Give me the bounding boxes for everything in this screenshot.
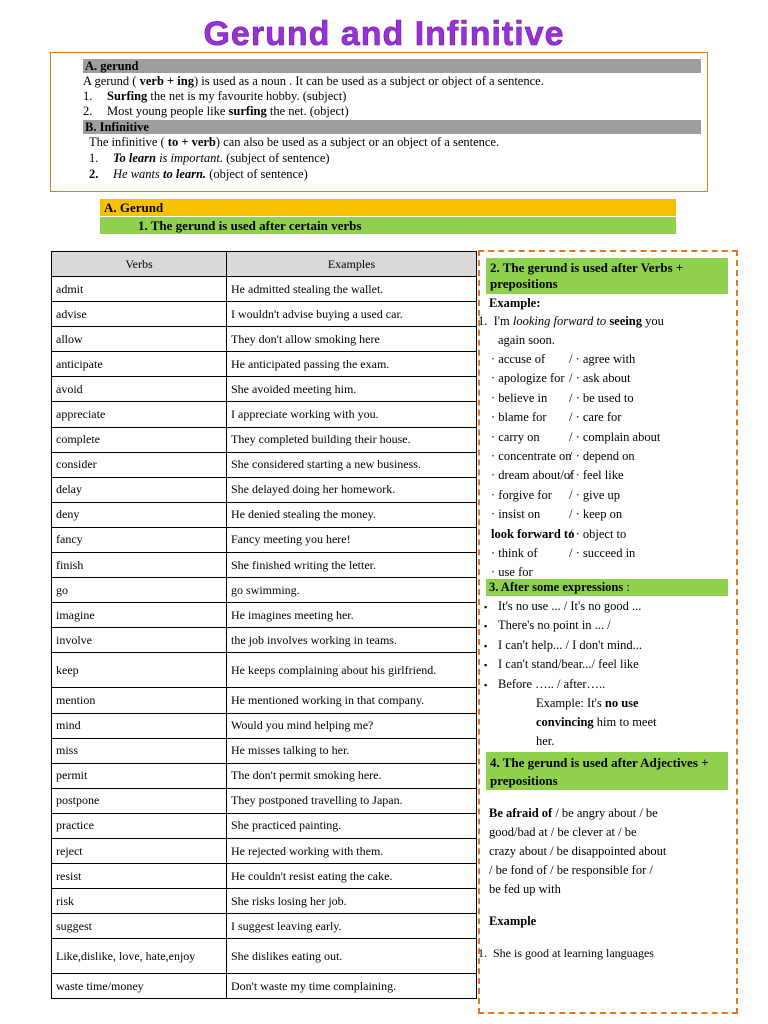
side-example-3-end: her. xyxy=(536,734,555,748)
verb-cell: mention xyxy=(52,688,227,713)
verb-cell: avoid xyxy=(52,377,227,402)
verb-cell: imagine xyxy=(52,603,227,628)
verb-cell: mind xyxy=(52,713,227,738)
table-row xyxy=(52,688,477,713)
table-row xyxy=(52,277,477,302)
verbs-table xyxy=(51,251,477,999)
side-example-4: 1. She is good at learning languages xyxy=(478,946,654,960)
example-cell: I suggest leaving early. xyxy=(227,914,477,939)
example-cell: She dislikes eating out. xyxy=(227,939,477,974)
verb-cell: Like,dislike, love, hate,enjoy xyxy=(52,939,227,974)
verb-cell: fancy xyxy=(52,527,227,552)
section-4-heading: 4. The gerund is used after Adjectives + prepositions xyxy=(486,752,728,790)
table-row xyxy=(52,653,477,688)
example-cell: She finished writing the letter. xyxy=(227,553,477,578)
table-row xyxy=(52,327,477,352)
table-row xyxy=(52,477,477,502)
gerund-example-1: 1. Surfing the net is my favourite hobby. (subject) xyxy=(83,89,347,103)
verb-cell: permit xyxy=(52,763,227,788)
example-cell: He keeps complaining about his girlfriend. xyxy=(227,653,477,688)
section-3-heading: 3. After some expressions : xyxy=(486,579,728,596)
verb-cell: anticipate xyxy=(52,352,227,377)
verb-preposition-item: look forward to/ · object to xyxy=(491,526,627,541)
verb-preposition-item: · concentrate on/ · depend on xyxy=(491,449,635,463)
example-label: Example: xyxy=(489,296,541,310)
section-a1-heading: 1. The gerund is used after certain verbs xyxy=(100,217,676,234)
verb-cell: resist xyxy=(52,864,227,889)
example-cell: He admitted stealing the wallet. xyxy=(227,277,477,302)
verb-cell: suggest xyxy=(52,914,227,939)
table-row xyxy=(52,788,477,813)
table-row xyxy=(52,427,477,452)
verb-preposition-item: · forgive for / · give up xyxy=(491,487,621,502)
example-cell: He denied stealing the money. xyxy=(227,502,477,527)
verb-cell: allow xyxy=(52,327,227,352)
verb-cell: risk xyxy=(52,889,227,914)
header-verbs: Verbs xyxy=(52,252,227,277)
verb-cell: reject xyxy=(52,838,227,863)
verb-preposition-item: · dream about/of/ · feel like xyxy=(491,468,624,483)
table-row xyxy=(52,914,477,939)
table-row xyxy=(52,452,477,477)
example-cell: They don't allow smoking here xyxy=(227,327,477,352)
side-example-1: 1. I'm looking forward to seeing you xyxy=(478,314,664,328)
verb-cell: consider xyxy=(52,452,227,477)
table-row xyxy=(52,527,477,552)
adj-prep-line-5: be fed up with xyxy=(489,882,561,896)
table-row xyxy=(52,838,477,863)
gerund-rules-panel xyxy=(478,250,738,1014)
gerund-heading: A. gerund xyxy=(83,59,701,73)
infinitive-example-2: 2. He wants to learn. (object of sentence) xyxy=(89,167,308,181)
verb-cell: admit xyxy=(52,277,227,302)
example-4-label: Example xyxy=(489,914,537,928)
example-cell: the job involves working in teams. xyxy=(227,628,477,653)
example-cell: I appreciate working with you. xyxy=(227,402,477,427)
example-cell: They postponed travelling to Japan. xyxy=(227,788,477,813)
verb-preposition-item: · insist on / · keep on xyxy=(491,507,623,522)
table-row xyxy=(52,974,477,999)
verb-preposition-item: · believe in / · be used to xyxy=(491,390,634,405)
example-cell: They completed building their house. xyxy=(227,427,477,452)
example-cell: She considered starting a new business. xyxy=(227,452,477,477)
verb-preposition-item: · apologize for / · ask about xyxy=(491,371,631,386)
verb-cell: deny xyxy=(52,502,227,527)
table-row xyxy=(52,889,477,914)
expression-item: ▪ I can't help... / I don't mind... xyxy=(484,636,642,655)
table-row xyxy=(52,603,477,628)
expression-item: ▪ Before ….. / after….. xyxy=(484,675,605,694)
example-cell: She practiced painting. xyxy=(227,813,477,838)
verb-preposition-item: · use for xyxy=(491,565,533,580)
adj-prep-line-1: Be afraid of / be angry about / be xyxy=(489,806,658,820)
verb-preposition-item: · carry on / · complain about xyxy=(491,429,661,444)
example-cell: She risks losing her job. xyxy=(227,889,477,914)
verb-cell: go xyxy=(52,578,227,603)
table-row xyxy=(52,738,477,763)
example-cell: Would you mind helping me? xyxy=(227,713,477,738)
verb-preposition-item: · blame for / · care for xyxy=(491,410,622,425)
adj-prep-line-3: crazy about / be disappointed about xyxy=(489,844,667,858)
example-cell: He mentioned working in that company. xyxy=(227,688,477,713)
header-examples: Examples xyxy=(227,252,477,277)
example-cell: He couldn't resist eating the cake. xyxy=(227,864,477,889)
side-example-3-cont: convincing him to meet xyxy=(536,715,657,729)
table-row xyxy=(52,864,477,889)
section-2-heading: 2. The gerund is used after Verbs + prepositions xyxy=(486,258,728,294)
example-cell: I wouldn't advise buying a used car. xyxy=(227,302,477,327)
table-row xyxy=(52,377,477,402)
table-row xyxy=(52,813,477,838)
example-cell: He misses talking to her. xyxy=(227,738,477,763)
example-cell: Fancy meeting you here! xyxy=(227,527,477,552)
page-title: Gerund and Infinitive xyxy=(203,15,565,53)
expression-item: ▪ I can't stand/bear.../ feel like xyxy=(484,655,639,674)
expression-item: ▪ There's no point in ... / xyxy=(484,616,611,635)
table-header-row xyxy=(52,252,477,277)
table-row xyxy=(52,713,477,738)
example-cell: He imagines meeting her. xyxy=(227,603,477,628)
example-cell: The don't permit smoking here. xyxy=(227,763,477,788)
section-a-heading: A. Gerund xyxy=(100,199,676,216)
verb-cell: delay xyxy=(52,477,227,502)
table-row xyxy=(52,402,477,427)
intro-box xyxy=(50,52,708,192)
table-row xyxy=(52,302,477,327)
infinitive-heading: B. Infinitive xyxy=(83,120,701,134)
adj-prep-line-4: / be fond of / be responsible for / xyxy=(489,863,653,877)
verb-preposition-item: · accuse of / · agree with xyxy=(491,352,636,366)
verb-cell: advise xyxy=(52,302,227,327)
verb-cell: keep xyxy=(52,653,227,688)
verb-cell: involve xyxy=(52,628,227,653)
infinitive-definition: The infinitive ( to + verb) can also be used as a subject or an object of a sentence. xyxy=(89,135,500,149)
adj-prep-line-2: good/bad at / be clever at / be xyxy=(489,825,637,839)
table-row xyxy=(52,553,477,578)
gerund-example-2: 2. Most young people like surfing the net. (object) xyxy=(83,104,349,118)
table-row xyxy=(52,628,477,653)
table-row xyxy=(52,502,477,527)
verb-cell: complete xyxy=(52,427,227,452)
example-cell: He rejected working with them. xyxy=(227,838,477,863)
table-row xyxy=(52,578,477,603)
verb-cell: practice xyxy=(52,813,227,838)
example-cell: He anticipated passing the exam. xyxy=(227,352,477,377)
verb-cell: waste time/money xyxy=(52,974,227,999)
verb-cell: finish xyxy=(52,553,227,578)
verb-cell: postpone xyxy=(52,788,227,813)
example-cell: She delayed doing her homework. xyxy=(227,477,477,502)
expression-item: ▪ It's no use ... / It's no good ... xyxy=(484,597,641,616)
side-example-1-cont: again soon. xyxy=(498,333,555,347)
infinitive-example-1: 1. To learn is important. (subject of sentence) xyxy=(89,151,330,165)
table-row xyxy=(52,763,477,788)
verb-preposition-item: · think of / · succeed in xyxy=(491,546,636,560)
example-cell: go swimming. xyxy=(227,578,477,603)
gerund-definition: A gerund ( verb + ing) is used as a noun . It can be used as a subject or object of a sentence. xyxy=(83,74,544,88)
example-cell: She avoided meeting him. xyxy=(227,377,477,402)
table-row xyxy=(52,939,477,974)
verb-cell: appreciate xyxy=(52,402,227,427)
side-example-3: Example: It's no use xyxy=(536,696,639,710)
verb-cell: miss xyxy=(52,738,227,763)
example-cell: Don't waste my time complaining. xyxy=(227,974,477,999)
table-row xyxy=(52,352,477,377)
